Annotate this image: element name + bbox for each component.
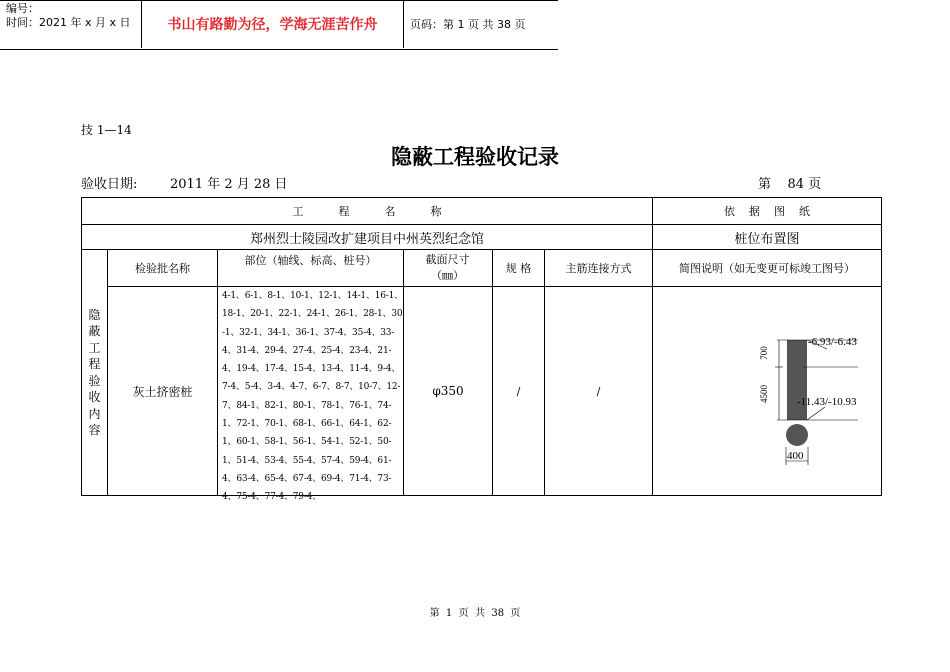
pile-shaft <box>787 340 807 420</box>
record-table <box>81 197 882 503</box>
header-info <box>0 0 140 48</box>
form-code: 技 1—14 <box>81 123 132 137</box>
side-label-cell <box>82 250 107 495</box>
col-location-header: 部位（轴线、标高、桩号） <box>244 254 377 267</box>
pile-diameter: 400 <box>787 450 804 462</box>
col-rebar-header: 主筋连接方式 <box>565 262 632 275</box>
dim-lower: 4500 <box>759 385 769 403</box>
dim-upper: 700 <box>759 346 769 360</box>
pile-bulb <box>786 424 808 446</box>
batch-name: 灰土挤密桩 <box>132 384 193 399</box>
location-list: 4-1、6-1、8-1、10-1、12-1、14-1、16-1、18-1、20-1、22-1、24-1、26-1、28-1、30-1、32-1、34-1、36-1、37-4、35-4、33-4、31-4、29-4、27-4、25-4、23-4、21-4、19-4、17-4、15-4、13-4、11-4、9-4、7-4、5-4、3-4、4-7、6-7、8-7、10-7、12-7、84-1、82-1、80-1、78-1、76-1、74-1、72-1、70-1、68-1、66-1、64-1、62-1、60-1、58-1、56-1、54-1、52-1、50-1、51-4、53-4、55-4、57-4、59-4、61-4、63-4、65-4、67-4、69-4、71-4、73-4、75-4、77-4、79-4、 <box>222 291 403 503</box>
top-elevation: -6.93/-6.43 <box>808 336 857 348</box>
time-label: 时间：2021 年 x 月 x 日 <box>6 16 131 29</box>
motto: 书山有路勤为径，学海无涯苦作舟 <box>141 0 404 48</box>
spec-value: / <box>516 384 521 398</box>
basis-header: 依 据 图 纸 <box>724 205 810 218</box>
col-section-header: 截面尺寸（㎜） <box>425 253 470 282</box>
header-box <box>0 0 558 50</box>
project-name: 郑州烈士陵园改扩建项目中州英烈纪念馆 <box>249 231 484 247</box>
basis-drawing: 桩位布置图 <box>734 231 800 247</box>
rebar-value: / <box>596 384 601 398</box>
bottom-elevation: -11.43/-10.93 <box>797 396 857 408</box>
col-spec-header: 规 格 <box>505 262 532 275</box>
page-title: 隐蔽工程验收记录 <box>391 145 559 169</box>
pile-diagram <box>653 287 881 495</box>
acceptance-date: 2011 年 2 月 28 日 <box>170 177 288 192</box>
side-label: 隐蔽工程验收内容 <box>88 307 101 437</box>
page-label: 页码：第 1 页 共 38 页 <box>410 18 526 31</box>
footer-page: 第 1 页 共 38 页 <box>429 608 521 619</box>
col-sketch-header: 简图说明（如无变更可标竣工图号） <box>679 262 855 275</box>
page-number: 第 84 页 <box>758 177 822 192</box>
project-name-header: 工 程 名 称 <box>292 205 442 218</box>
number-label: 编号： <box>6 2 39 15</box>
pile-sketch <box>653 287 881 495</box>
location-list-cell <box>222 287 404 507</box>
col-batch-header: 检验批名称 <box>135 262 190 275</box>
acceptance-date-label: 验收日期: <box>81 177 138 192</box>
section-size: φ350 <box>432 384 464 398</box>
